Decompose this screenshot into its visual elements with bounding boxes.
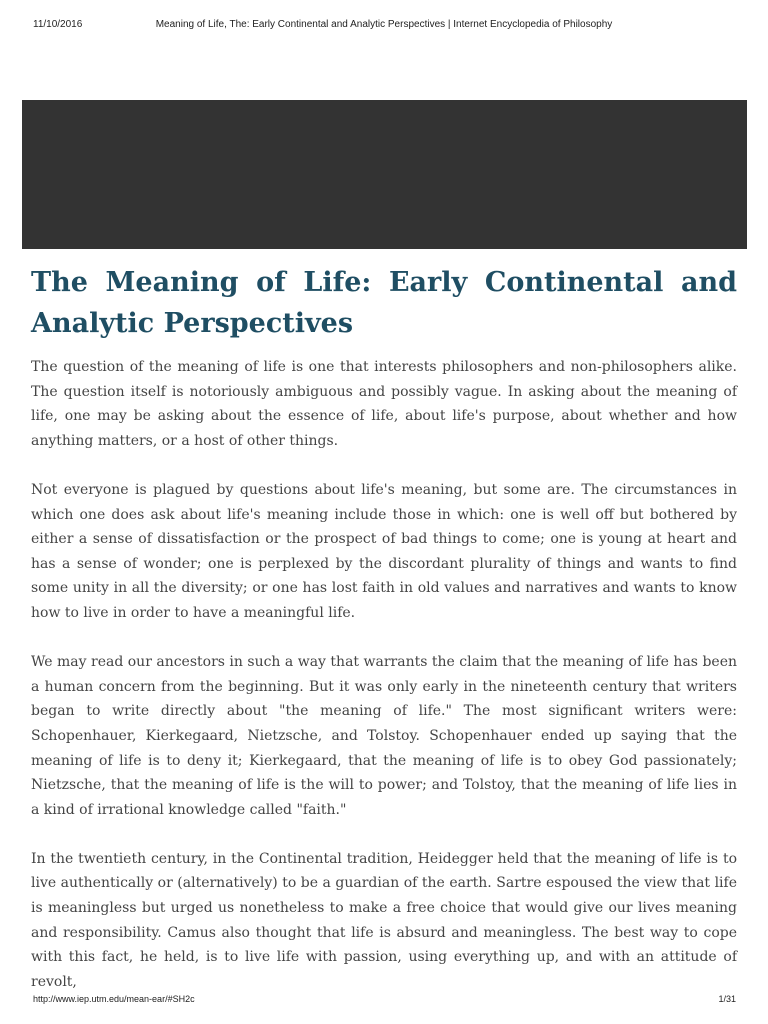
article-paragraph: We may read our ancestors in such a way that warrants the claim that the meaning of life has been a human concern from the beginning. But it was only early in the nineteenth century that writers began to write directly about "the meaning of life." The most significant writers were: Schopenhauer, Kierkegaard, Nietzsche, and Tolstoy. Schopenhauer ended up saying that the meaning of life is to deny it; Kierkegaard, that the meaning of life is to obey God passionately; Nietzsche, that the meaning of life is the will to power; and Tolstoy, that the meaning of life lies in a kind of irrational knowledge called "faith." [31, 654, 737, 818]
print-header [0, 19, 768, 33]
article-paragraph: In the twentieth century, in the Continental tradition, Heidegger held that the meaning of life is to live authentically or (alternatively) to be a guardian of the earth. Sartre espoused the view that life is meaningless but urged us nonetheless to make a free choice that would give our lives meaning and responsibility. Camus also thought that life is absurd and meaningless. The best way to cope with this fact, he held, is to live life with passion, using everything up, and with an attitude of revolt, [31, 850, 737, 990]
print-page-title: Meaning of Life, The: Early Continental and Analytic Perspectives | Internet Encyclopedia of Philosophy [155, 19, 613, 30]
print-page-number: 1/31 [718, 994, 736, 1004]
print-date: 11/10/2016 [33, 19, 83, 30]
article-paragraph: The question of the meaning of life is one that interests philosophers and non-philosophers alike. The question itself is notoriously ambiguous and possibly vague. In asking about the meaning of life, one may be asking about the essence of life, about life's purpose, about whether and how anything matters, or a host of other things. [31, 359, 737, 449]
print-url[interactable]: http://www.iep.utm.edu/mean-ear/#SH2c [33, 994, 195, 1004]
article-title: The Meaning of Life: Early Continental and Analytic Perspectives [31, 267, 737, 339]
header-banner [22, 100, 747, 249]
print-footer [0, 994, 768, 1008]
article-paragraph: Not everyone is plagued by questions about life's meaning, but some are. The circumstances in which one does ask about life's meaning include those in which: one is well off but bothered by either a sense of dissatisfaction or the prospect of bad things to come; one is young at heart and has a sense of wonder; one is perplexed by the discordant plurality of things and wants to find some unity in all the diversity; or one has lost faith in old values and narratives and wants to know how to live in order to have a meaningful life. [31, 481, 737, 621]
article-body [31, 355, 737, 1019]
